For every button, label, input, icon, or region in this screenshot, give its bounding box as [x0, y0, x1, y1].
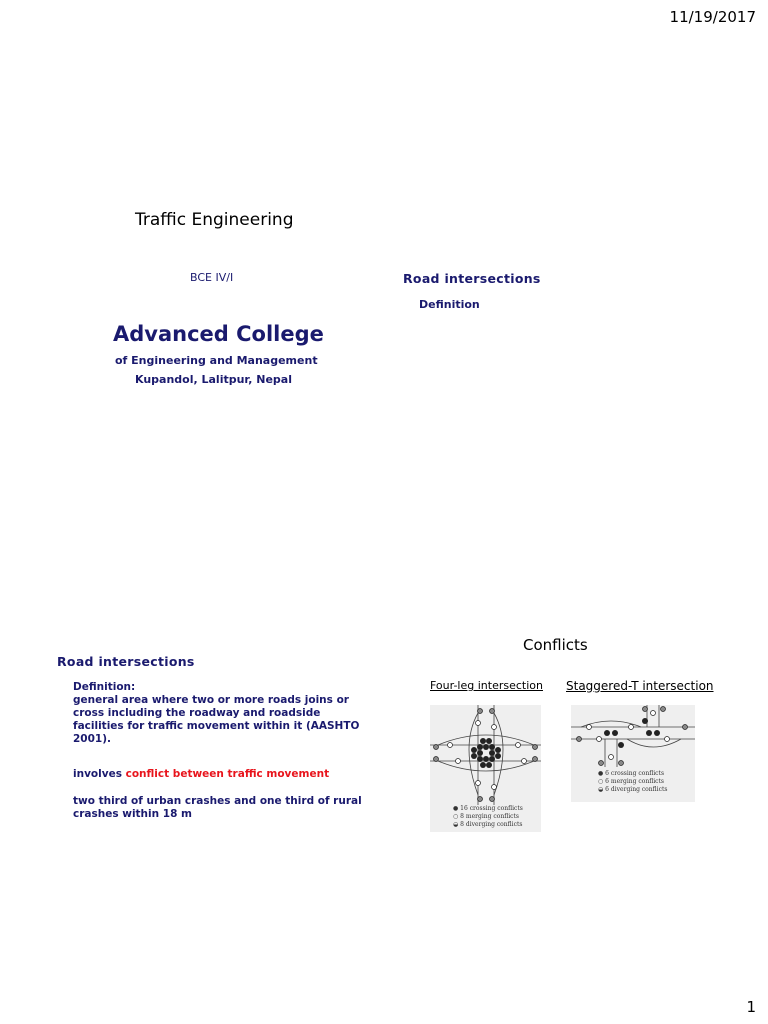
slide-date: 11/19/2017 [669, 8, 756, 26]
legend-item: ◒ 6 diverging conflicts [598, 786, 668, 793]
conflicts-title: Conflicts [523, 636, 588, 654]
staggered-legend [598, 770, 667, 794]
definition-block [73, 681, 373, 746]
slide-title: Traffic Engineering [135, 210, 294, 230]
page-number: 1 [746, 998, 756, 1016]
legend-item: ○ 8 merging conflicts [453, 813, 519, 820]
legend-item: ○ 6 merging conflicts [598, 778, 664, 785]
legend-item: ● 16 crossing conflicts [453, 805, 523, 812]
legend-item: ● 6 crossing conflicts [598, 770, 665, 777]
conflict-highlight: conflict between traffic movement [125, 768, 330, 780]
slide2-definition-label: Definition [419, 298, 480, 311]
college-subtitle: of Engineering and Management [115, 354, 318, 367]
involves-line [73, 768, 329, 780]
slide2-title: Road intersections [403, 271, 541, 286]
crashes-text: two third of urban crashes and one third of rural crashes within 18 m [73, 795, 362, 820]
legend-item: ◒ 8 diverging conflicts [453, 821, 523, 828]
definition-label: Definition: [73, 681, 136, 693]
college-name: Advanced College [113, 322, 324, 346]
staggered-label: Staggered-T intersection [566, 679, 714, 693]
definition-text: general area where two or more roads joins or cross including the roadway and roadside facilities for traffic movement within it (AASHTO 2001). [73, 694, 360, 745]
course-code: BCE IV/I [190, 271, 234, 284]
involves-prefix: involves [73, 768, 126, 780]
four-leg-label: Four-leg intersection [430, 679, 543, 692]
slide3-title: Road intersections [57, 654, 195, 669]
college-location: Kupandol, Lalitpur, Nepal [135, 373, 292, 386]
four-leg-legend [453, 805, 523, 829]
